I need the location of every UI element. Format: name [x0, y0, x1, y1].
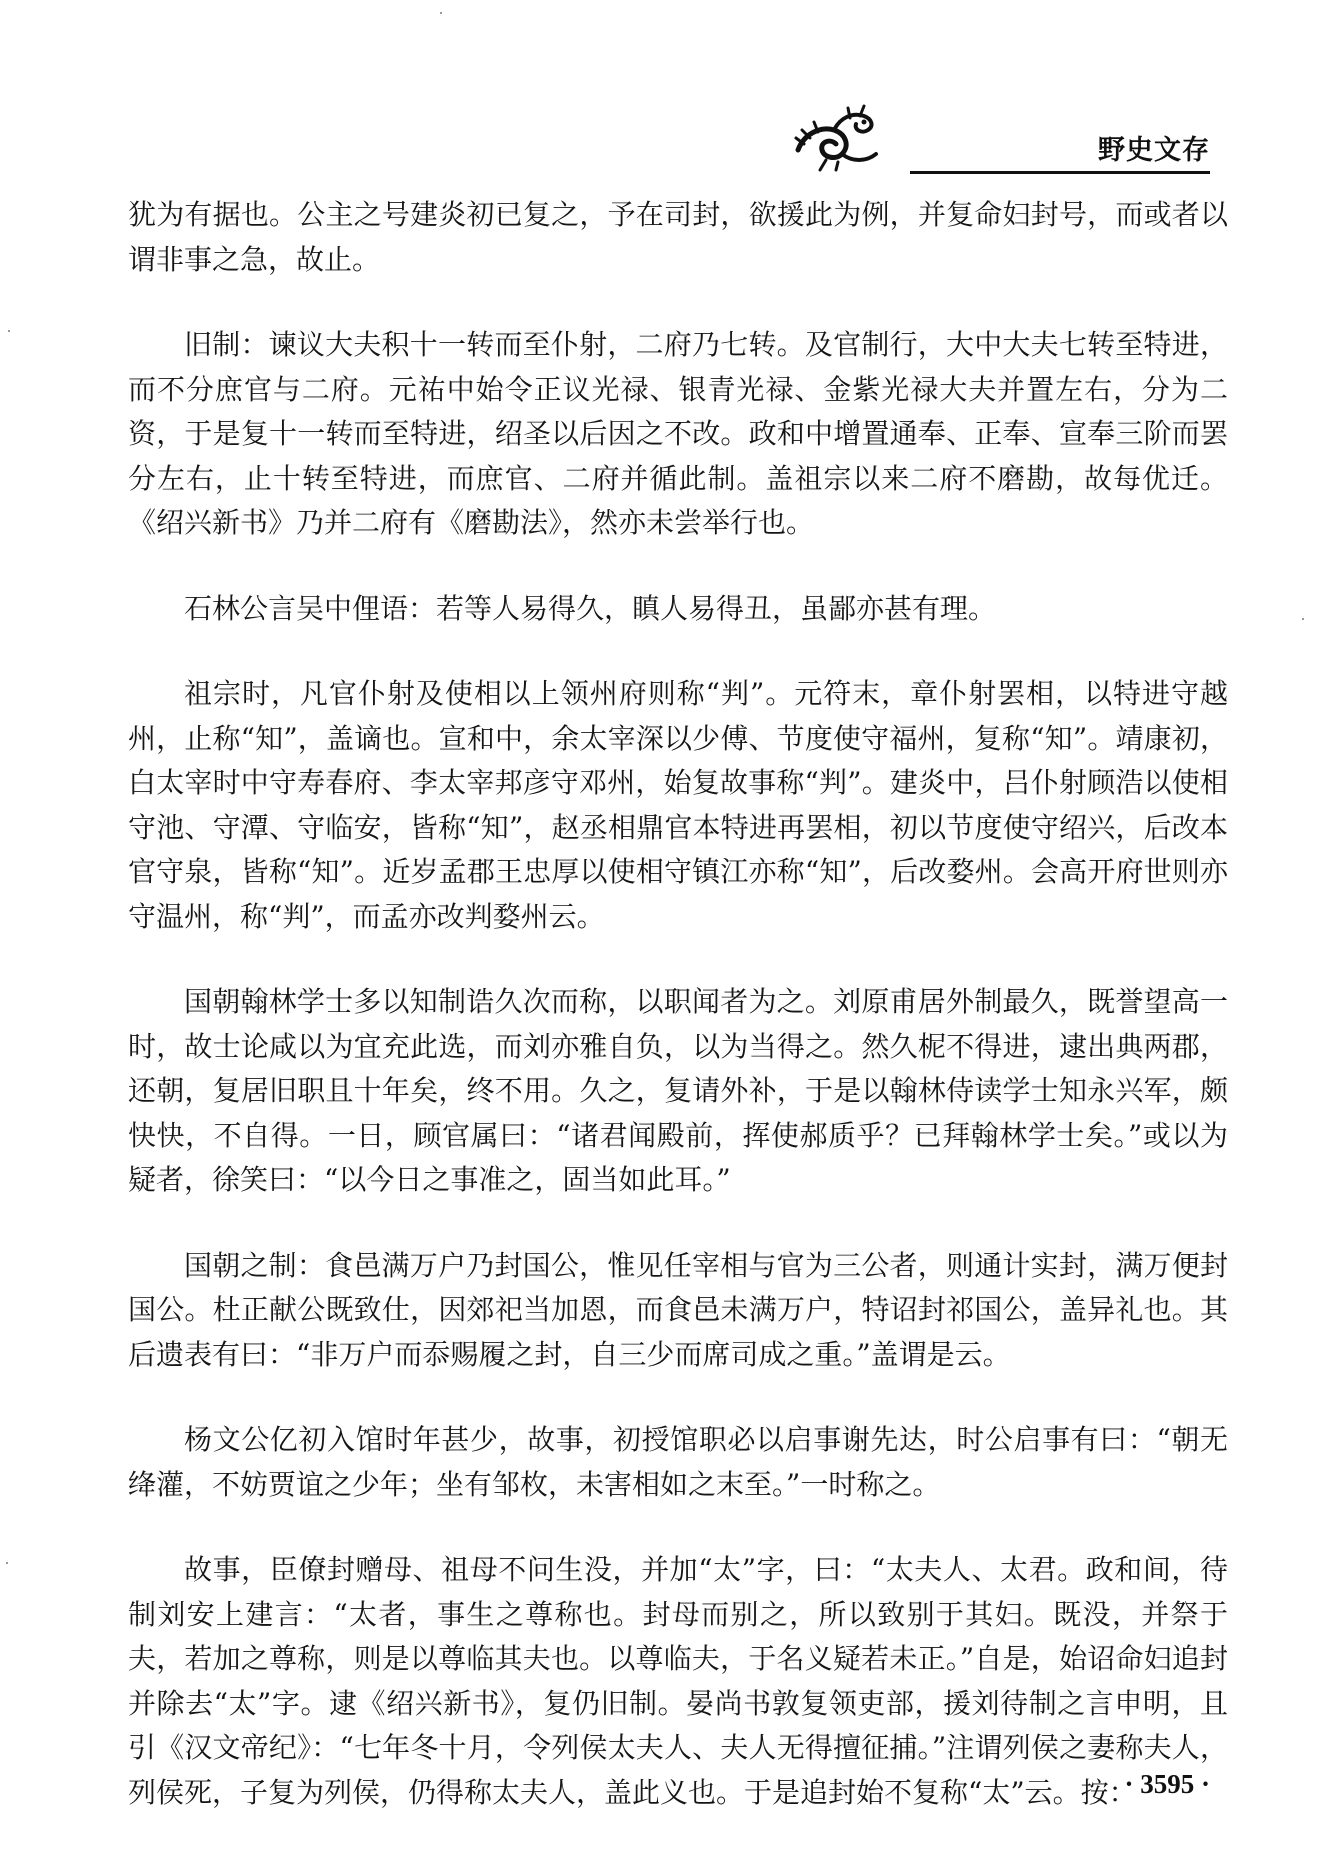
paragraph: 国朝之制：食邑满万户乃封国公，惟见任宰相与官为三公者，则通计实封，满万便封国公。杜正献公既致仕，因郊祀当加恩，而食邑未满万户，特诏封祁国公，盖异礼也。其后遗表有曰：“非万户而忝赐履之封，自三少而席司成之重。”盖谓是云。 — [128, 1248, 1228, 1371]
dragon-emblem-icon — [790, 104, 880, 172]
scan-speck — [1302, 618, 1304, 620]
running-header — [780, 104, 1210, 174]
header-rule — [910, 171, 1210, 174]
paragraph: 祖宗时，凡官仆射及使相以上领州府则称“判”。元符末，章仆射罢相，以特进守越州，止称“知”，盖谪也。宣和中，余太宰深以少傅、节度使守福州，复称“知”。靖康初，白太宰时中守寿春府、李太宰邦彦守邓州，始复故事称“判”。建炎中，吕仆射顾浩以使相守池、守潭、守临安，皆称“知”，赵丞相鼎官本特进再罢相，初以节度使守绍兴，后改本官守泉，皆称“知”。近岁孟郡王忠厚以使相守镇江亦称“知”，后改婺州。会高开府世则亦守温州，称“判”，而孟亦改判婺州云。 — [128, 677, 1228, 933]
paragraph: 石林公言吴中俚语：若等人易得久，瞋人易得丑，虽鄙亦甚有理。 — [184, 591, 997, 625]
body-text — [128, 193, 1228, 1856]
paragraph: 杨文公亿初入馆时年甚少，故事，初授馆职必以启事谢先达，时公启事有曰：“朝无绛灌，不妨贾谊之少年；坐有邹枚，未害相如之末至。”一时称之。 — [128, 1423, 1228, 1501]
scan-speck — [6, 1562, 8, 1564]
paragraph: 旧制：谏议大夫积十一转而至仆射，二府乃七转。及官制行，大中大夫七转至特进，而不分庶官与二府。元祐中始令正议光禄、银青光禄、金紫光禄大夫并置左右，分为二资，于是复十一转而至特进，绍圣以后因之不改。政和中增置通奉、正奉、宣奉三阶而罢分左右，止十转至特进，而庶官、二府并循此制。盖祖宗以来二府不磨勘，故每优迁。《绍兴新书》乃并二府有《磨勘法》，然亦未尝举行也。 — [128, 328, 1228, 539]
paragraph: 故事，臣僚封赠母、祖母不问生没，并加“太”字，曰：“太夫人、太君。政和间，待制刘安上建言：“太者，事生之尊称也。封母而别之，所以致别于其妇。既没，并祭于夫，若加之尊称，则是以尊临其夫也。以尊临夫，于名义疑若未正。”自是，始诏命妇追封并除去“太”字。逮《绍兴新书》，复仍旧制。晏尚书敦复领吏部，援刘待制之言申明，且引《汉文帝纪》：“七年冬十月，令列侯太夫人、夫人无得擅征捕。”注谓列侯之妻称夫人，列侯死，子复为列侯，仍得称太夫人，盖此义也。于是追封始不复称“太”云。按： — [128, 1553, 1228, 1809]
scan-speck — [8, 330, 10, 332]
page-number: · 3595 · — [1124, 1769, 1210, 1799]
paragraph: 国朝翰林学士多以知制诰久次而称，以职闻者为之。刘原甫居外制最久，既誉望高一时，故士论咸以为宜充此选，而刘亦雅自负，以为当得之。然久柅不得进，逮出典两郡，还朝，复居旧职且十年矣，终不用。久之，复请外补，于是以翰林侍读学士知永兴军，颇快快，不自得。一日，顾官属曰：“诸君闻殿前，挥使郝质乎？已拜翰林学士矣。”或以为疑者，徐笑曰：“以今日之事准之，固当如此耳。” — [128, 985, 1228, 1196]
header-title: 野史文存 — [1098, 135, 1210, 166]
scan-speck — [440, 12, 442, 14]
paragraph-continuation: 犹为有据也。公主之号建炎初已复之，予在司封，欲援此为例，并复命妇封号，而或者以谓非事之急，故止。 — [128, 198, 1228, 276]
